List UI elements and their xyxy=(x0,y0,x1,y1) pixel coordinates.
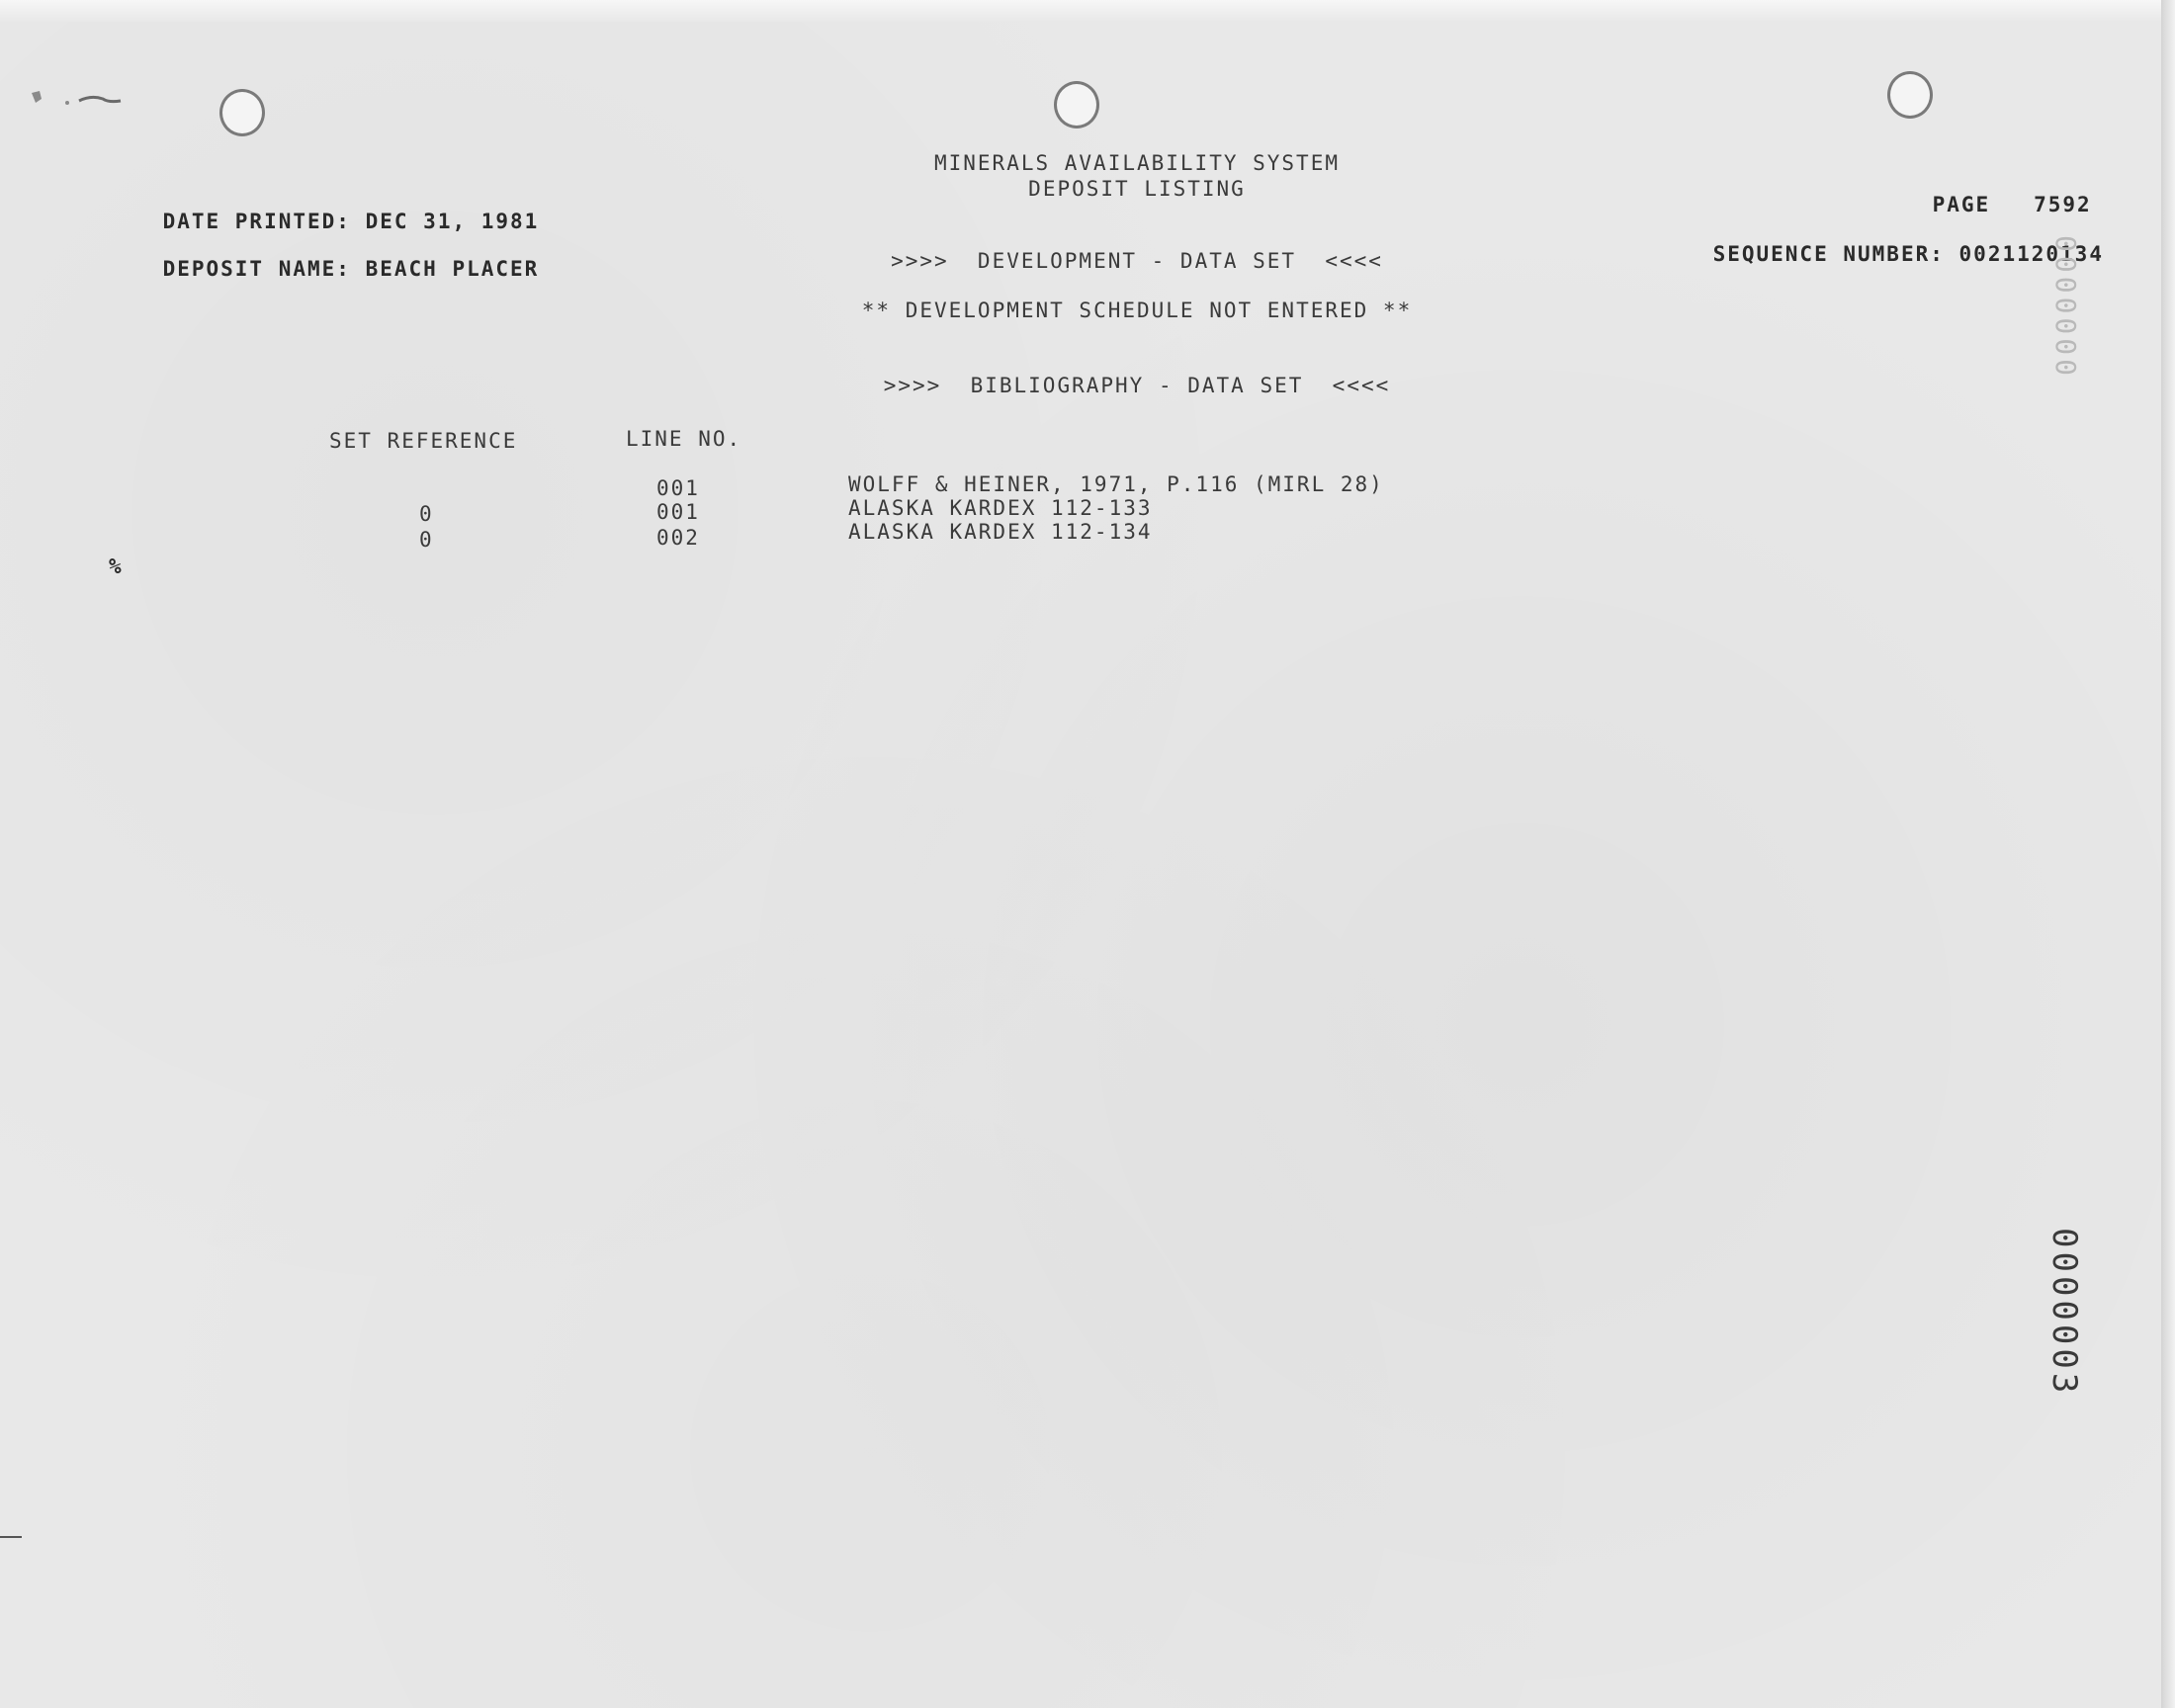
bibliography-heading: >>>> BIBLIOGRAPHY - DATA SET <<<< xyxy=(883,374,1391,397)
row-line-no: 002 xyxy=(656,526,700,550)
row-reference: ALASKA KARDEX 112-133 xyxy=(848,496,1153,520)
page-label: PAGE xyxy=(1932,193,1991,216)
deposit-name-value: BEACH PLACER xyxy=(365,257,540,281)
development-heading: >>>> DEVELOPMENT - DATA SET <<<< xyxy=(891,249,1383,273)
deposit-name xyxy=(105,230,539,307)
column-header-line-no: LINE NO. xyxy=(626,427,742,451)
report-title: DEPOSIT LISTING xyxy=(1028,177,1246,201)
row-set-reference: 0 xyxy=(419,502,434,526)
row-line-no: 001 xyxy=(656,500,700,524)
date-printed-value: DEC 31, 1981 xyxy=(365,210,540,233)
faint-frame-number-stamp: 0000000 xyxy=(2049,235,2082,381)
punch-hole-center xyxy=(1054,81,1099,128)
margin-rule xyxy=(0,1536,22,1538)
paper-right-edge xyxy=(2161,0,2175,1708)
system-title: MINERALS AVAILABILITY SYSTEM xyxy=(933,151,1340,175)
frame-number-stamp: 0000003 xyxy=(2044,1228,2084,1398)
row-set-reference: 0 xyxy=(419,528,434,552)
column-header-set-reference: SET REFERENCE xyxy=(329,429,518,453)
development-note: ** DEVELOPMENT SCHEDULE NOT ENTERED ** xyxy=(861,299,1413,322)
deposit-name-label: DEPOSIT NAME: xyxy=(162,257,351,281)
date-printed-label: DATE PRINTED: xyxy=(162,210,351,233)
paper-top-edge xyxy=(0,0,2175,22)
punch-hole-left xyxy=(219,89,265,136)
row-line-no: 001 xyxy=(656,476,700,500)
row-reference: WOLFF & HEINER, 1971, P.116 (MIRL 28) xyxy=(848,472,1384,496)
punch-hole-right xyxy=(1887,71,1933,119)
page-value: 7592 xyxy=(2034,193,2092,216)
sequence-value: 0021120134 xyxy=(1958,242,2104,266)
sequence-number xyxy=(1655,215,2104,293)
sequence-label: SEQUENCE NUMBER: xyxy=(1712,242,1945,266)
ink-smudge-icon xyxy=(30,87,129,111)
row-reference: ALASKA KARDEX 112-134 xyxy=(848,520,1153,544)
end-marker: % xyxy=(109,555,124,578)
